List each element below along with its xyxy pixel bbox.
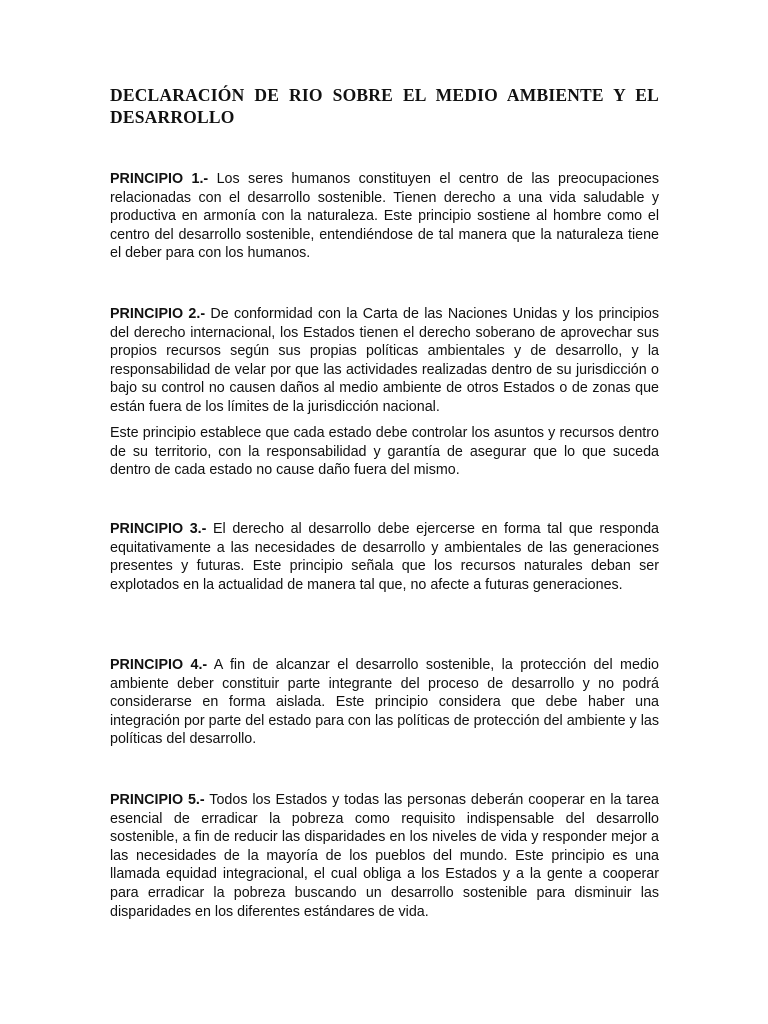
- principle-3-paragraph: [110, 520, 659, 594]
- principle-4-label: PRINCIPIO 4.-: [110, 657, 208, 673]
- principle-2-label: PRINCIPIO 2.-: [110, 306, 206, 322]
- principle-3-label: PRINCIPIO 3.-: [110, 521, 207, 537]
- principle-2-commentary: Este principio establece que cada estado debe controlar los asuntos y recursos dentro de su territorio, con la responsabilidad y garantía de asegurar que lo que suceda dentro de cada estado no cause daño fuera del mismo.: [110, 425, 659, 479]
- principle-1-text: Los seres humanos constituyen el centro de las preocupaciones relacionadas con el desarrollo sostenible. Tienen derecho a una vida saludable y productiva en armonía con la naturaleza. Este principio sostiene al hombre como el centro del desarrollo sostenible, entendiéndose de tal manera que la naturaleza tiene el deber para con los humanos.: [110, 171, 659, 262]
- principle-3-text: El derecho al desarrollo debe ejercerse en forma tal que responda equitativamente a las necesidades de desarrollo y ambientales de las generaciones presentes y futuras. Este principio señala que los recursos naturales deban ser explotados en la actualidad de manera tal que, no afecte a futuras generaciones.: [110, 521, 659, 593]
- principle-4-paragraph: [110, 656, 659, 749]
- principle-2-text: De conformidad con la Carta de las Naciones Unidas y los principios del derecho internacional, los Estados tienen el derecho soberano de aprovechar sus propios recursos según sus propias políticas ambientales y de desarrollo, y la responsabilidad de velar por que las actividades realizadas dentro de su jurisdicción o bajo su control no causen daños al medio ambiente de otros Estados o de zonas que están fuera de los límites de la jurisdicción nacional.: [110, 306, 659, 415]
- principle-5-paragraph: [110, 791, 659, 921]
- principle-4-text: A fin de alcanzar el desarrollo sostenible, la protección del medio ambiente deber constituir parte integrante del proceso de desarrollo y no podrá considerarse en forma aislada. Este principio considera que debe haber una integración por parte del estado para con las políticas de protección del ambiente y las políticas del desarrollo.: [110, 657, 659, 748]
- document-page: [110, 0, 659, 1024]
- principle-1-paragraph: [110, 170, 659, 263]
- principle-5-text: Todos los Estados y todas las personas deberán cooperar en la tarea esencial de erradicar la pobreza como requisito indispensable del desarrollo sostenible, a fin de reducir las disparidades en los niveles de vida y responder mejor a las necesidades de la mayoría de los pueblos del mundo. Este principio es una llamada equidad integracional, el cual obliga a los Estados y a la gente a cooperar para erradicar la pobreza buscando un desarrollo sostenible para disminuir las disparidades en los diferentes estándares de vida.: [110, 792, 659, 920]
- principle-5-label: PRINCIPIO 5.-: [110, 792, 205, 808]
- principle-2-paragraph: [110, 305, 659, 417]
- principle-1-label: PRINCIPIO 1.-: [110, 171, 209, 187]
- document-title: DECLARACIÓN DE RIO SOBRE EL MEDIO AMBIENTE Y EL DESARROLLO: [110, 85, 659, 127]
